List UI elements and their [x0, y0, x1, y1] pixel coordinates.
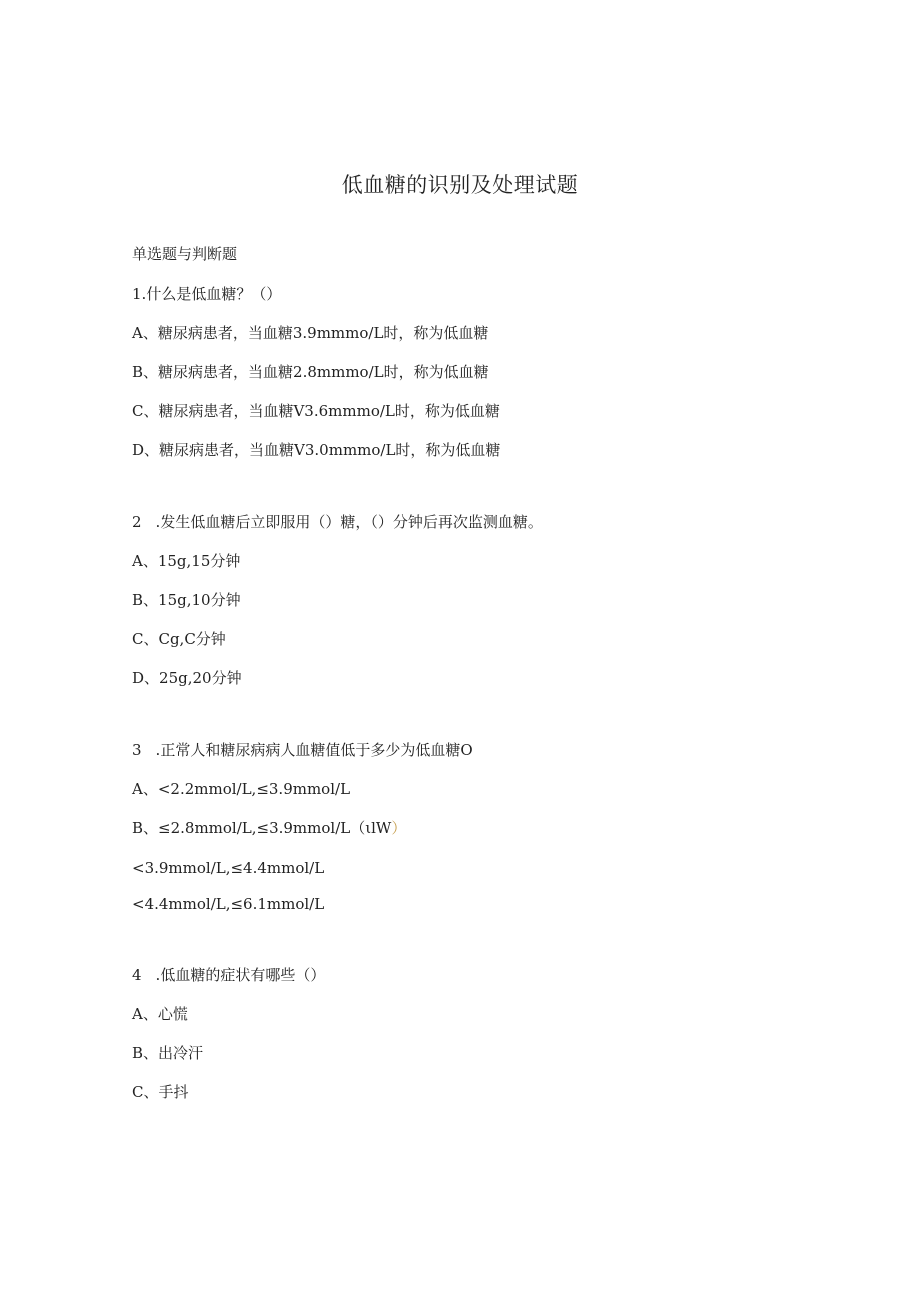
option-2b: B、15g,10分钟 [132, 591, 241, 609]
question-text: .正常人和糖尿病病人血糖值低于多少为低血糖O [155, 741, 473, 759]
option-1c: C、糖尿病患者，当血糖V3.6mmmo/L时，称为低血糖 [132, 402, 500, 420]
question-2 [132, 511, 543, 533]
option-4c: C、手抖 [132, 1083, 189, 1101]
question-3 [132, 739, 473, 761]
option-3a: A、<2.2mmol/L,≤3.9mmol/L [132, 780, 351, 798]
question-number: 4 [132, 966, 142, 984]
option-3d: <4.4mmol/L,≤6.1mmol/L [132, 895, 325, 913]
option-2d: D、25g,20分钟 [132, 669, 242, 687]
option-4a: A、心慌 [132, 1005, 188, 1023]
option-4b: B、出冷汗 [132, 1044, 204, 1062]
option-3c: <3.9mmol/L,≤4.4mmol/L [132, 859, 325, 877]
option-2c: C、Cg,C分钟 [132, 630, 226, 648]
option-2a: A、15g,15分钟 [132, 552, 241, 570]
question-4 [132, 964, 325, 986]
option-3b [132, 817, 406, 839]
question-1 [132, 283, 281, 305]
option-1a: A、糖尿病患者，当血糖3.9mmmo/L时，称为低血糖 [132, 324, 489, 342]
question-number: 1. [132, 285, 147, 303]
option-3b-closing-mark: ） [391, 819, 407, 837]
question-text: .发生低血糖后立即服用（）糖，（）分钟后再次监测血糖。 [155, 513, 543, 531]
document-title: 低血糖的识别及处理试题 [341, 173, 579, 197]
question-text: .低血糖的症状有哪些（） [155, 966, 326, 984]
option-1b: B、糖尿病患者，当血糖2.8mmmo/L时，称为低血糖 [132, 363, 489, 381]
question-number: 2 [132, 513, 142, 531]
question-text: 什么是低血糖？（） [146, 285, 282, 303]
option-3b-text: B、≤2.8mmol/L,≤3.9mmol/L（ιlW [132, 819, 392, 837]
option-1d: D、糖尿病患者，当血糖V3.0mmmo/L时，称为低血糖 [132, 441, 501, 459]
question-number: 3 [132, 741, 142, 759]
section-label: 单选题与判断题 [132, 245, 238, 263]
